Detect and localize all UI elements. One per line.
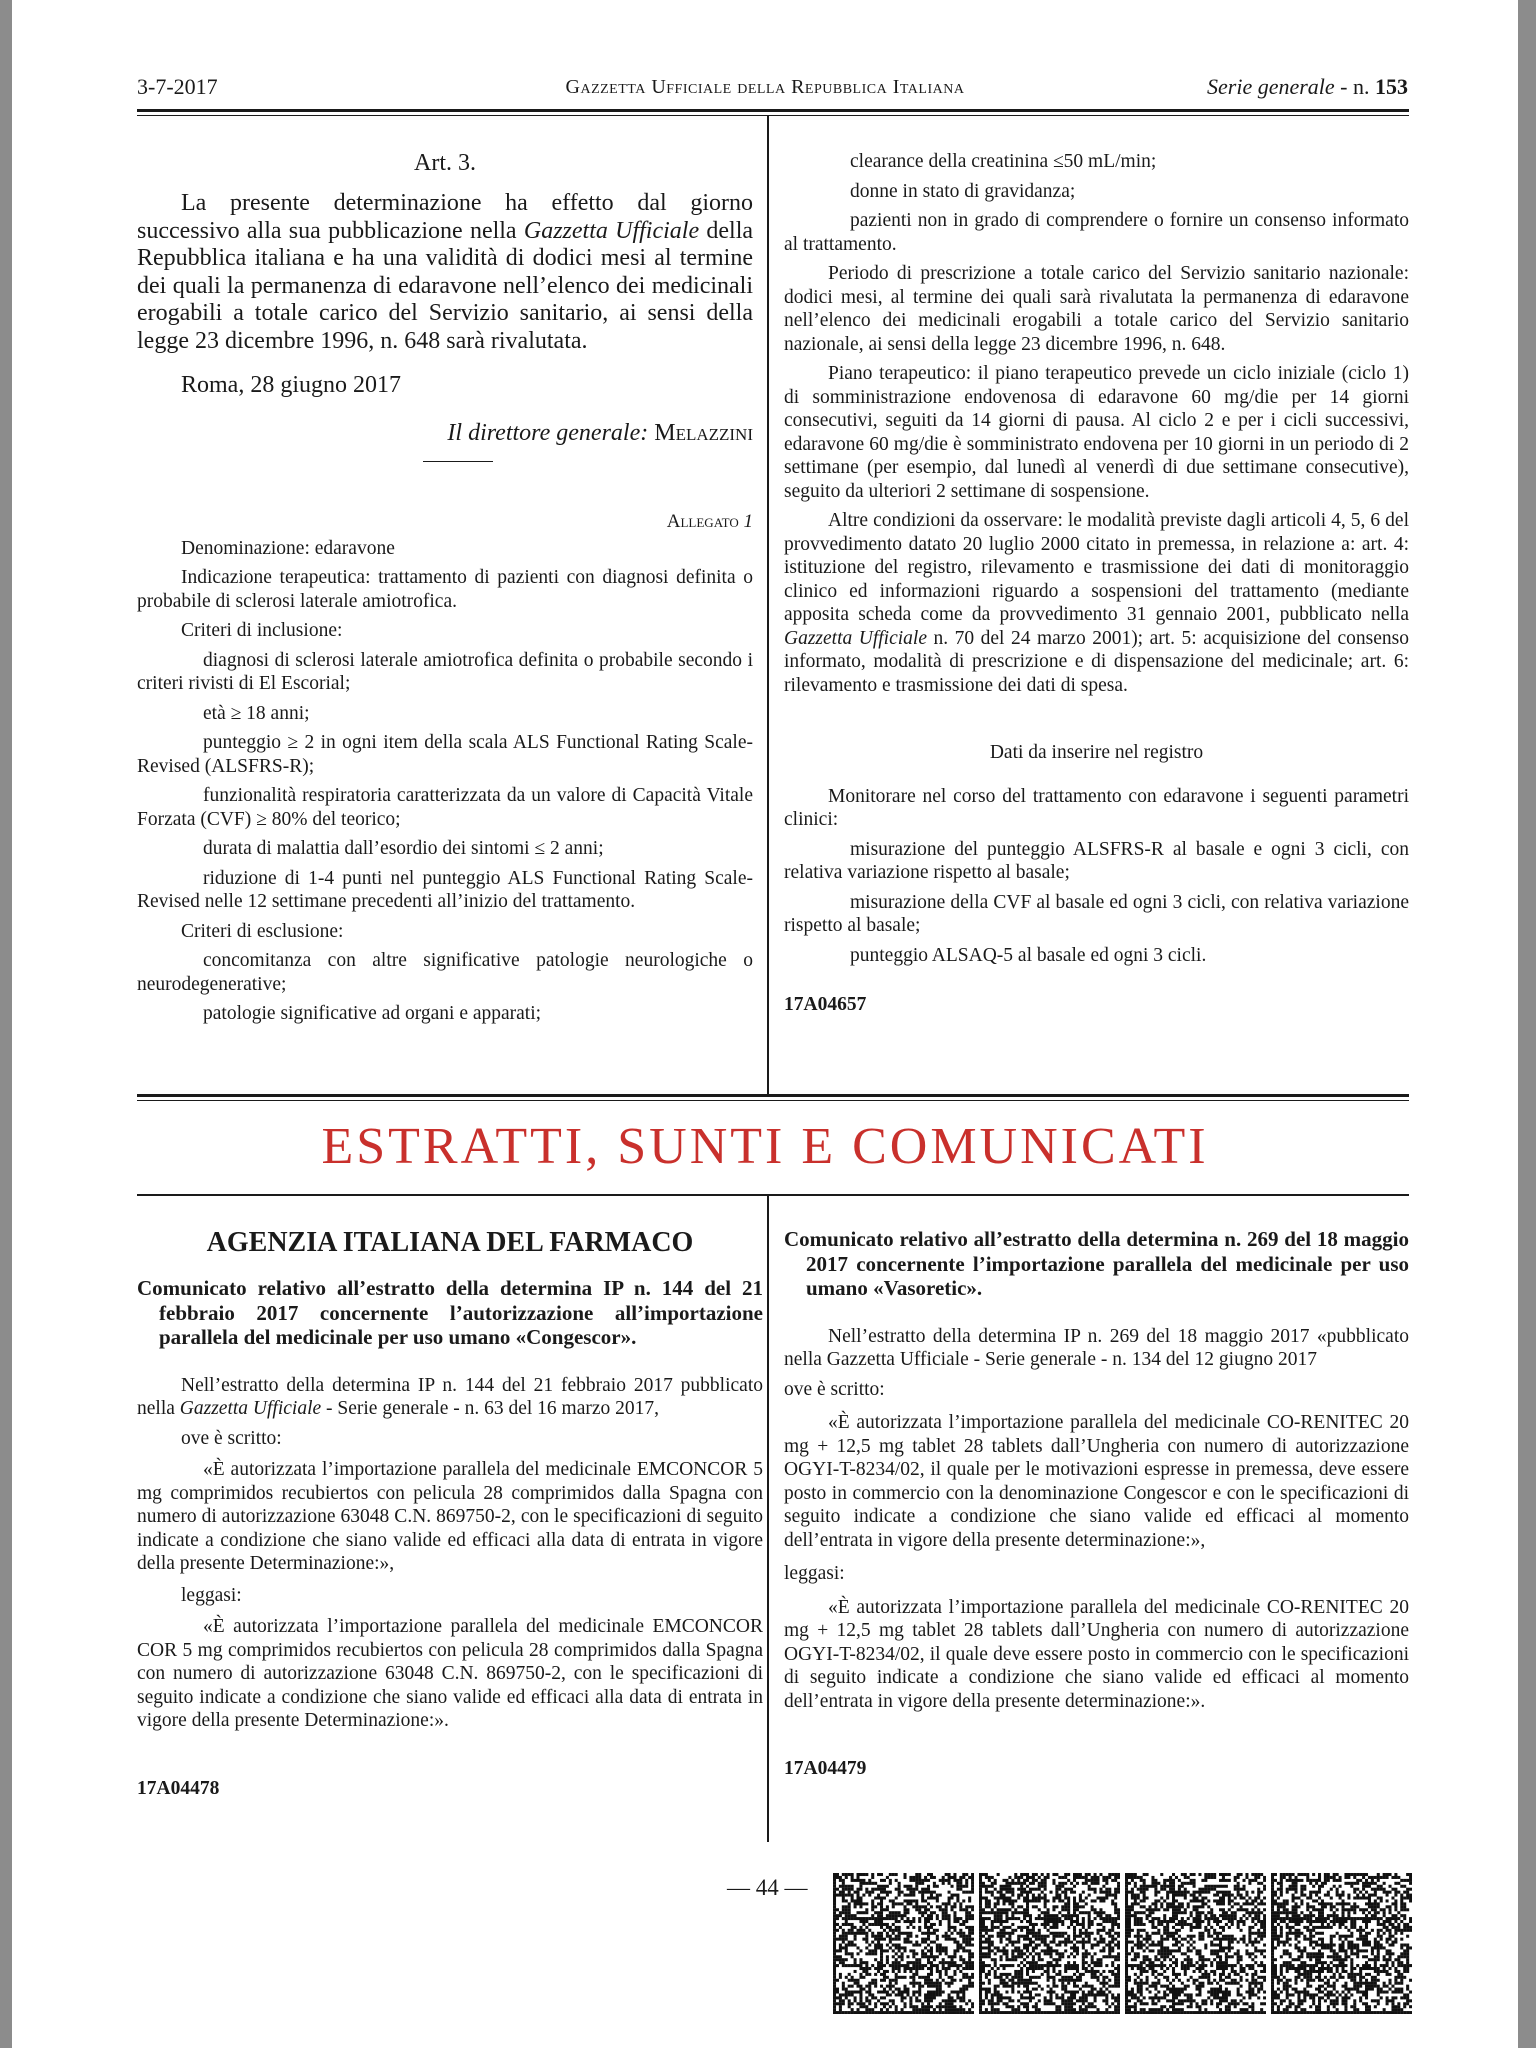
header-serie — [1207, 74, 1408, 100]
section-rule-bottom — [137, 1194, 1409, 1196]
signature — [137, 419, 753, 446]
header-title: Gazzetta Ufficiale della Repubblica Italiana — [565, 76, 965, 98]
allegato-number: 1 — [743, 511, 753, 532]
art-3-text — [137, 190, 753, 355]
allegato-label — [137, 510, 753, 534]
header-serie-number: 153 — [1375, 74, 1408, 99]
bottom-right-ove: ove è scritto: — [784, 1378, 885, 1400]
altre-condizioni — [784, 509, 1409, 697]
exclusion-4: donne in stato di gravidanza; — [850, 180, 1076, 202]
bottom-right-column — [784, 1227, 1409, 1781]
page-number: — 44 — — [727, 1875, 808, 1900]
monitorare: Monitorare nel corso del trattamento con edaravone i seguenti parametri clinici: — [784, 785, 1409, 830]
exclusion-3: clearance della creatinina ≤50 mL/min; — [850, 151, 1157, 172]
art-3-title: Art. 3. — [414, 150, 476, 176]
allegato-word: Allegato — [666, 511, 739, 532]
bottom-left-intro-part1: Nell’estratto della determina IP n. 144 del 21 febbraio 2017 pubblicato nella — [137, 1374, 763, 1419]
section-rule-thick — [137, 1094, 1409, 1097]
bottom-column-divider — [767, 1196, 769, 1842]
bottom-right-quote-2: «È autorizzata l’importazione parallela del medicinale CO-RENITEC 20 mg + 12,5 mg tablet 28 tablets dall’Ungheria con numero di autorizzazione OGYI-T-8234/02, il quale deve essere posto in commercio con le specificazioni di seguito indicate a condizione che siano valide ed efficaci al momento dell’entrata in vigore della presente determinazione:». — [784, 1596, 1409, 1712]
inclusion-3: punteggio ≥ 2 in ogni item della scala ALS Functional Rating Scale-Revised (ALSFRS-R); — [137, 732, 753, 777]
periodo-prescrizione: Periodo di prescrizione a totale carico del Servizio sanitario nazionale: dodici mesi, al termine dei quali sarà rivalutata la permanenza di edaravone nell’elenco dei medicinali erogabili a totale carico del Servizio sanitario nazionale, ai sensi della legge 23 dicembre 1996, n. 648. — [784, 263, 1409, 355]
altre-condizioni-part1: Altre condizioni da osservare: le modalità previste dagli articoli 4, 5, 6 del provvedimento datato 20 luglio 2000 citato in premessa, in relazione a: art. 4: istituzione del registro, rilevamento e trasmissione dei dati di monitoraggio clinico ed informazioni riguardo a sospensioni del trattamento (mediante apposita scheda come da provvedimento 31 gennaio 2001, pubblicato nella — [784, 510, 1409, 625]
bottom-right-heading: Comunicato relativo all’estratto della determina n. 269 del 18 maggio 2017 concernente l’importazione parallela del medicinale per uso umano «Vasoretic». — [784, 1227, 1409, 1300]
art-3-text-part2: della Repubblica italiana e ha una validità di dodici mesi al termine dei quali la permanenza di edaravone nell’elenco dei medicinali erogabili a totale carico del Servizio sanitario, ai sensi della legge 23 dicembre 1996, n. 648 sarà rivalutata. — [137, 217, 754, 354]
bottom-left-quote-2: «È autorizzata l’importazione parallela del medicinale EMCONCOR COR 5 mg comprimidos recubiertos con pelicula 28 comprimidos dalla Spagna con numero di autorizzazione 63048 C.N. 869750-2, con le specificazioni di seguito indicate a condizione che siano valide ed efficaci alla data di entrata in vigore della presente Determinazione:». — [137, 1616, 763, 1731]
inclusion-5: durata di malattia dall’esordio dei sintomi ≤ 2 anni; — [203, 838, 604, 859]
monitor-1: misurazione del punteggio ALSFRS-R al basale e ogni 3 cicli, con relativa variazione rispetto al basale; — [784, 838, 1409, 883]
datamatrix-code-2 — [979, 1873, 1120, 2014]
header-rule-thin — [137, 115, 1409, 116]
exclusion-5: pazienti non in grado di comprendere o fornire un consenso informato al trattamento. — [784, 210, 1409, 255]
inclusion-4: funzionalità respiratoria caratterizzata da un valore di Capacità Vitale Forzata (CVF) ≥ 80% del teorico; — [137, 785, 753, 830]
section-rule-thin — [137, 1100, 1409, 1101]
top-right-column — [784, 150, 1409, 1017]
signature-rule — [423, 461, 493, 462]
bottom-left-intro-gazzetta: Gazzetta Ufficiale — [179, 1398, 322, 1419]
gazette-page — [12, 0, 1518, 2048]
indicazione: Indicazione terapeutica: trattamento di pazienti con diagnosi definita o probabile di sclerosi laterale amiotrofica. — [137, 567, 753, 612]
criteri-esclusione-label: Criteri di esclusione: — [181, 920, 344, 942]
datamatrix-code-4 — [1271, 1873, 1412, 2014]
signature-label: Il direttore generale: — [447, 419, 649, 446]
top-right-code: 17A04657 — [784, 994, 867, 1015]
altre-condizioni-gazzetta: Gazzetta Ufficiale — [784, 627, 927, 649]
signature-name: Melazzini — [654, 419, 753, 446]
agency-title: AGENZIA ITALIANA DEL FARMACO — [206, 1227, 694, 1258]
bottom-left-column — [137, 1226, 763, 1800]
bottom-left-code: 17A04478 — [137, 1777, 220, 1799]
bottom-right-leggasi: leggasi: — [784, 1563, 845, 1584]
bottom-right-intro: Nell’estratto della determina IP n. 269 del 18 maggio 2017 «pubblicato nella Gazzetta Ufficiale - Serie generale - n. 134 del 12 giugno 2017 — [784, 1325, 1409, 1370]
place-date: Roma, 28 giugno 2017 — [181, 372, 401, 398]
header-serie-sep: - n. — [1334, 74, 1375, 99]
top-column-divider — [767, 116, 769, 1094]
bottom-left-intro — [137, 1374, 763, 1421]
art-3-text-part1: La presente determinazione ha effetto dal giorno successivo alla sua pubblicazione nella — [137, 190, 753, 244]
art-3-text-gazzetta: Gazzetta Ufficiale — [523, 217, 700, 244]
dati-registro-title: Dati da inserire nel registro — [989, 742, 1204, 763]
bottom-left-intro-part2: - Serie generale - n. 63 del 16 marzo 2017, — [321, 1398, 660, 1419]
monitor-3: punteggio ALSAQ-5 al basale ed ogni 3 cicli. — [850, 944, 1207, 966]
header-date: 3-7-2017 — [137, 74, 218, 99]
denominazione: Denominazione: edaravone — [181, 537, 395, 559]
monitor-2: misurazione della CVF al basale ed ogni 3 cicli, con relativa variazione rispetto al basale; — [784, 891, 1409, 936]
altre-condizioni-part2: n. 70 del 24 marzo 2001); art. 5: acquisizione del consenso informato, modalità di prescrizione e di dispensazione del medicinale; art. 6: rilevamento e trasmissione dei dati di spesa. — [784, 627, 1410, 696]
exclusion-1: concomitanza con altre significative patologie neurologiche o neurodegenerative; — [137, 950, 753, 995]
criteri-inclusione-label: Criteri di inclusione: — [181, 620, 343, 641]
datamatrix-code-3 — [1125, 1873, 1266, 2014]
inclusion-1: diagnosi di sclerosi laterale amiotrofica definita o probabile secondo i criteri rivisti di El Escorial; — [137, 649, 753, 694]
piano-terapeutico: Piano terapeutico: il piano terapeutico prevede un ciclo iniziale (ciclo 1) di somministrazione endovenosa di edaravone 60 mg/die per 14 giorni consecutivi, seguiti da 14 giorni di pausa. Al ciclo 2 e per i cicli successivi, edaravone 60 mg/die è somministrato endovena per 10 giorni in un periodo di 2 settimane (per esempio, dal lunedì al venerdì di due settimane consecutive), seguito da ulteriori 2 settimane di sospensione. — [784, 363, 1409, 502]
bottom-left-quote-1: «È autorizzata l’importazione parallela del medicinale EMCONCOR 5 mg comprimidos recubiertos con pelicula 28 comprimidos dalla Spagna con numero di autorizzazione 63048 C.N. 869750-2, con le specificazioni di seguito indicate a condizione che siano valide ed efficaci alla data di entrata in vigore della presente Determinazione:», — [137, 1459, 763, 1574]
inclusion-6: riduzione di 1-4 punti nel punteggio ALS Functional Rating Scale-Revised nelle 12 settimane precedenti all’inizio del trattamento. — [137, 867, 753, 912]
inclusion-2: età ≥ 18 anni; — [203, 702, 310, 724]
header-rule-thick — [137, 109, 1409, 112]
section-title: ESTRATTI, SUNTI E COMUNICATI — [321, 1118, 1209, 1175]
bottom-right-code: 17A04479 — [784, 1758, 867, 1779]
bottom-right-quote-1: «È autorizzata l’importazione parallela del medicinale CO-RENITEC 20 mg + 12,5 mg tablet 28 tablets dall’Ungheria con numero di autorizzazione OGYI-T-8234/02, il quale per le motivazioni espresse in premessa, deve essere posto in commercio con la denominazione Congescor e con le specificazioni di seguito indicate a condizione che siano valide ed efficaci al momento dell’entrata in vigore della presente determinazione:», — [784, 1412, 1409, 1551]
bottom-left-heading: Comunicato relativo all’estratto della determina IP n. 144 del 21 febbraio 2017 concernente l’autorizzazione all’importazione parallela del medicinale per uso umano «Congescor». — [137, 1276, 763, 1349]
header-serie-prefix: Serie generale — [1207, 74, 1335, 99]
exclusion-2: patologie significative ad organi e apparati; — [203, 1003, 542, 1024]
top-left-column — [137, 148, 753, 1026]
bottom-left-leggasi: leggasi: — [181, 1584, 242, 1606]
bottom-left-ove: ove è scritto: — [181, 1427, 282, 1449]
datamatrix-code-1 — [833, 1873, 974, 2014]
